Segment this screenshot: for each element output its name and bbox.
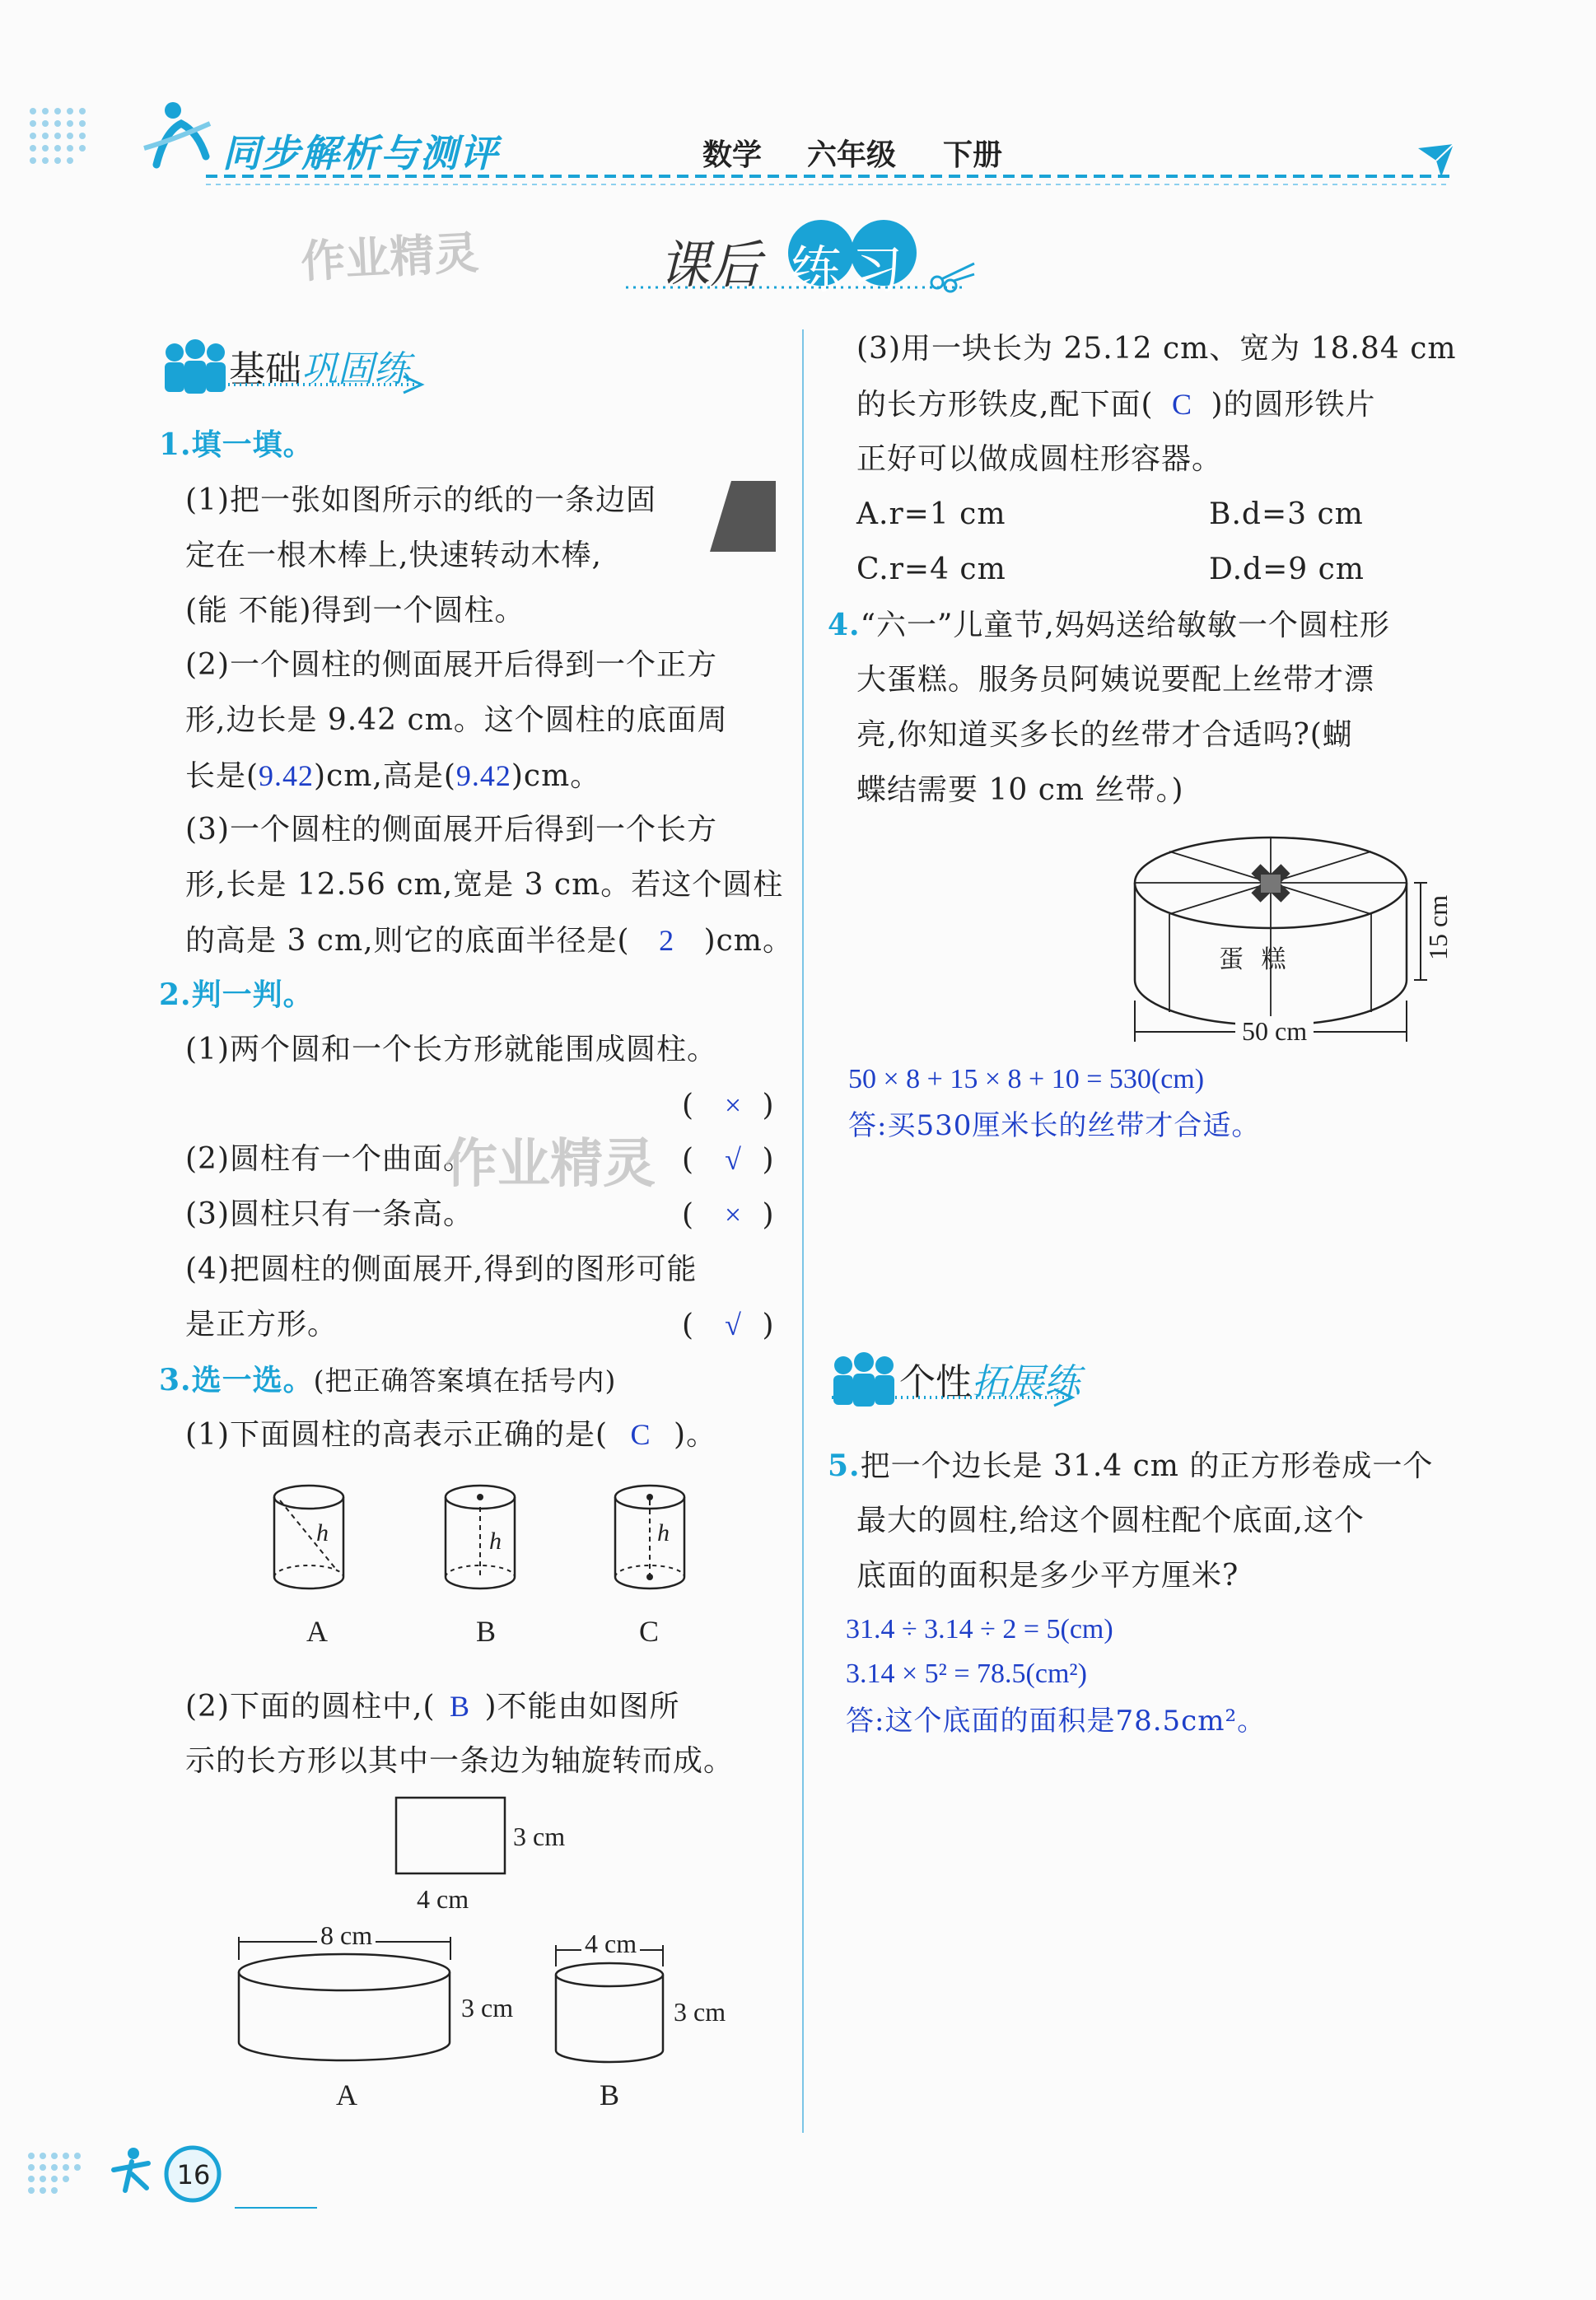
q1-p1-line1: (1)把一张如图所示的纸的一条边固 [185, 483, 656, 517]
q3-p1-answer: C [630, 1418, 651, 1451]
cake-label: 蛋 糕 [1219, 945, 1291, 974]
q1-p3-line3 [185, 922, 793, 959]
watermark-mid: 作业精灵 [445, 1134, 656, 1195]
q1-p2-line1: (2)一个圆柱的侧面展开后得到一个正方 [185, 648, 717, 682]
q2-item1-text: (1)两个圆和一个长方形就能围成圆柱。 [185, 1033, 717, 1066]
q1-p1-line2: 定在一根木棒上,快速转动木棒, [185, 539, 602, 572]
q2-item2-answer: √ [725, 1143, 742, 1176]
banner-dotted-rule [626, 284, 972, 292]
q5-line1 [828, 1448, 1433, 1485]
cylinder-c-h-label: h [657, 1519, 670, 1547]
q2-item4-answer: √ [725, 1309, 742, 1341]
cylinder-b-h-label: h [489, 1528, 502, 1555]
q5-line1-text: 把一个边长是 31.4 cm 的正方形卷成一个 [860, 1449, 1434, 1483]
q1-heading [159, 427, 314, 464]
q1-paper-figure [708, 478, 782, 568]
q1-title: 填一填。 [191, 427, 314, 462]
q1-p2-line2: 形,边长是 9.42 cm。这个圆柱的底面周 [185, 703, 728, 737]
q4-answer: 答:买530厘米长的丝带才合适。 [848, 1109, 1261, 1142]
q4-line1 [828, 607, 1390, 644]
runner-logo-icon [140, 99, 214, 173]
header-dots-decoration [25, 103, 148, 194]
q2-title: 判一判。 [191, 977, 314, 1012]
q3-choice-a: A.r=1 cm [856, 497, 1006, 531]
q3-p2-seg-b: )不能由如图所 [484, 1690, 680, 1724]
cake-height-label: 15 cm [1423, 894, 1453, 960]
series-title: 同步解析与测评 [222, 131, 499, 175]
q3-p3-seg-a: 的长方形铁皮,配下面( [856, 388, 1154, 422]
q4-line3: 亮,你知道买多长的丝带才合适吗?(蝴 [856, 718, 1353, 752]
q5-solution2: 3.14 × 5² = 78.5(cm²) [846, 1659, 1087, 1689]
q3-p3-answer: C [1171, 388, 1192, 421]
q3-p2-line2: 示的长方形以其中一条边为轴旋转而成。 [185, 1744, 735, 1778]
q3-p3-line1: (3)用一块长为 25.12 cm、宽为 18.84 cm [856, 332, 1457, 366]
q1-p1-line3: (能 不能)得到一个圆柱。 [185, 594, 525, 627]
q2-item4-line2: 是正方形。 [185, 1308, 338, 1341]
q1-p2-answer1: 9.42 [259, 759, 315, 792]
q3-p2-answer: B [449, 1690, 470, 1723]
q3-p1-option-c: C [639, 1615, 660, 1648]
q2-item4-line1: (4)把圆柱的侧面展开,得到的图形可能 [185, 1253, 698, 1286]
q3-p2-option-b: B [600, 2078, 620, 2111]
q3-rectangle-figure [394, 1795, 509, 1878]
q2-item3-answer: × [724, 1198, 743, 1231]
section-basic-title-b: 巩固练 [301, 348, 410, 390]
q1-p3-answer: 2 [659, 924, 675, 957]
q3-heading [159, 1362, 616, 1399]
q4-solution: 50 × 8 + 15 × 8 + 10 = 530(cm) [848, 1064, 1205, 1094]
q3-p2-seg-a: (2)下面的圆柱中,( [185, 1690, 436, 1724]
section-ext-title-a: 个性 [899, 1361, 972, 1403]
section-ext-title-b: 拓展练 [972, 1361, 1080, 1403]
q3-p1-option-a: A [306, 1615, 328, 1648]
watermark-top: 作业精灵 [299, 226, 480, 288]
q1-number: 1. [159, 427, 192, 462]
q3-choice-d: D.d=9 cm [1209, 553, 1365, 586]
footer-runner-icon [107, 2145, 156, 2195]
cylinder-a-h-label: h [316, 1519, 329, 1547]
q2-item1-paren: ( × ) [682, 1089, 775, 1122]
rect-width-label: 4 cm [417, 1884, 469, 1914]
footer-dots-decoration [25, 2149, 115, 2207]
q3-p1-option-b: B [476, 1615, 497, 1648]
q1-p3-seg-a: 的高是 3 cm,则它的底面半径是( [185, 924, 630, 958]
cake-diameter-label: 50 cm [1235, 1016, 1314, 1047]
q5-line3: 底面的面积是多少平方厘米? [856, 1559, 1239, 1593]
q3-p3-line3: 正好可以做成圆柱形容器。 [856, 442, 1223, 476]
q1-p3-line2: 形,长是 12.56 cm,宽是 3 cm。若这个圆柱 [185, 868, 784, 902]
section-ext-underline [832, 1388, 1079, 1412]
q1-p2-line3 [185, 758, 600, 795]
q4-line1-text: “六一”儿童节,妈妈送给敏敏一个圆柱形 [860, 609, 1390, 642]
q3-p1-seg-b: )。 [674, 1418, 717, 1452]
q5-line2: 最大的圆柱,给这个圆柱配个底面,这个 [856, 1504, 1365, 1537]
q3-choice-b: B.d=3 cm [1209, 497, 1364, 531]
q3-note: (把正确答案填在括号内) [313, 1365, 617, 1397]
q3-cylinder-b-narrow [552, 1943, 667, 2075]
cyl-a-top-label: 8 cm [317, 1920, 376, 1951]
q2-heading [159, 977, 314, 1014]
q3-title: 选一选。 [191, 1363, 314, 1397]
cyl-a-height-label: 3 cm [461, 1993, 514, 2022]
cyl-b-top-label: 4 cm [581, 1929, 640, 1959]
q2-item3-paren: ( × ) [682, 1198, 775, 1232]
header-volume: 下册 [943, 138, 1003, 172]
section-basic-underline [165, 375, 428, 399]
q3-p1-seg-a: (1)下面圆柱的高表示正确的是( [185, 1418, 609, 1452]
q1-p3-seg-b: )cm。 [703, 924, 793, 958]
q1-p2-seg-a: 长是( [185, 759, 259, 793]
page-number: 16 [176, 2159, 211, 2190]
q3-p2-line1 [185, 1688, 680, 1725]
q1-p2-seg-c: )cm。 [511, 759, 601, 793]
section-basic-title-a: 基础 [229, 348, 301, 390]
q5-answer: 答:这个底面的面积是78.5cm²。 [846, 1705, 1267, 1738]
banner-title-part1: 课后 [659, 235, 762, 295]
q3-p3-seg-b: )的圆形铁片 [1211, 388, 1376, 422]
header-subject: 数学 [702, 138, 763, 172]
q3-choice-c: C.r=4 cm [856, 553, 1006, 586]
footer-rule [235, 2207, 317, 2209]
q4-line4: 蝶结需要 10 cm 丝带。) [856, 773, 1184, 807]
q3-number: 3. [159, 1363, 192, 1397]
q4-number: 4. [828, 608, 861, 642]
plane-icon [1416, 140, 1458, 181]
q3-p3-line2 [856, 386, 1376, 423]
q4-line2: 大蛋糕。服务员阿姨说要配上丝带才漂 [856, 663, 1375, 697]
q1-p3-line1: (3)一个圆柱的侧面展开后得到一个长方 [185, 813, 717, 847]
q2-item3-text: (3)圆柱只有一条高。 [185, 1197, 474, 1231]
q5-number: 5. [828, 1449, 861, 1483]
q1-p2-seg-b: )cm,高是( [314, 759, 456, 793]
q2-item2-text: (2)圆柱有一个曲面。 [185, 1142, 474, 1176]
header-grade: 六年级 [807, 138, 897, 172]
banner-title-part2: 练习 [791, 240, 913, 300]
q5-solution1: 31.4 ÷ 3.14 ÷ 2 = 5(cm) [846, 1614, 1113, 1645]
q3-p2-option-a: A [336, 2078, 357, 2111]
cylinder-b-figure [443, 1482, 534, 1606]
header-dashed-rule [206, 171, 1458, 188]
q3-p1-line [185, 1416, 716, 1453]
q2-item2-paren: ( √ ) [682, 1143, 775, 1177]
q3-cylinder-a-wide [235, 1935, 457, 2067]
cyl-b-height-label: 3 cm [674, 1997, 726, 2027]
q2-item4-paren: ( √ ) [682, 1309, 775, 1342]
q2-item1-answer: × [724, 1089, 743, 1122]
rect-height-label: 3 cm [513, 1822, 566, 1851]
q2-number: 2. [159, 977, 192, 1012]
column-divider [802, 329, 804, 2133]
q1-p2-answer2: 9.42 [455, 759, 511, 792]
